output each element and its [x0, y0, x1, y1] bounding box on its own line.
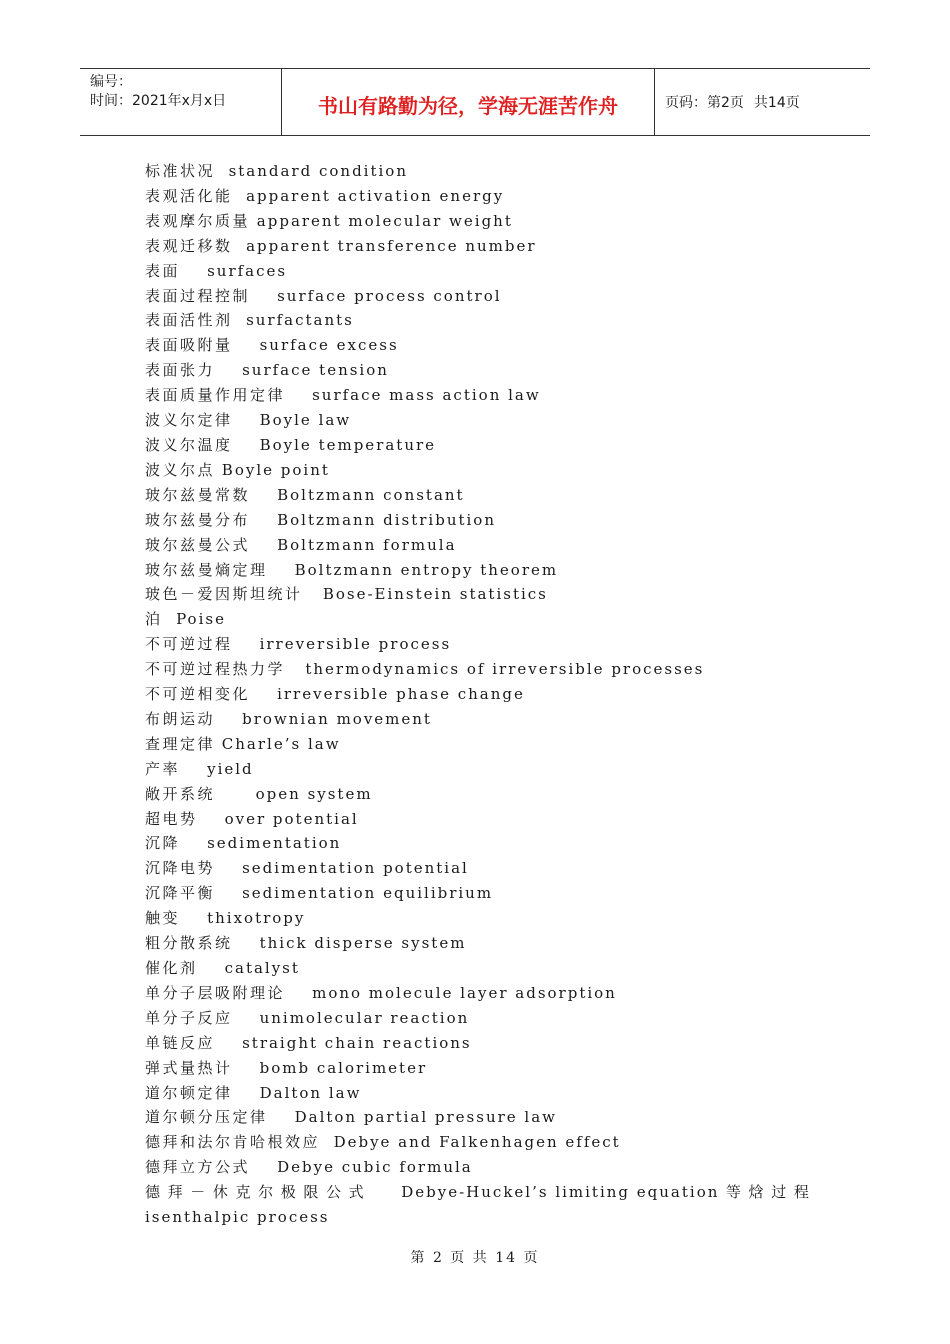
term-separator — [215, 1034, 242, 1052]
term-english: open system — [255, 784, 373, 803]
term-english: irreversible process — [259, 635, 452, 654]
term-chinese: 玻尔兹曼熵定理 — [145, 560, 268, 579]
term-english: yield — [207, 759, 254, 778]
glossary-entry — [145, 533, 810, 558]
term-chinese: 超电势 — [145, 809, 198, 828]
term-chinese: 沉降电势 — [145, 859, 216, 878]
term-separator — [180, 760, 207, 778]
header-motto-cell — [282, 69, 655, 135]
term-chinese: 表面张力 — [145, 361, 216, 380]
term-english: bomb calorimeter — [259, 1058, 428, 1077]
term-separator — [198, 959, 225, 977]
glossary-entry — [145, 782, 810, 807]
glossary-entry — [145, 757, 810, 782]
term-english: apparent activation energy — [246, 186, 505, 205]
term-separator — [233, 1084, 260, 1102]
term-chinese: 泊 — [145, 610, 163, 629]
term-chinese: 沉降平衡 — [145, 884, 216, 903]
term-chinese: 单链反应 — [145, 1033, 216, 1052]
term-english: thick disperse system — [259, 934, 467, 953]
next-term-chinese-char: 焓 — [748, 1183, 765, 1202]
term-english: unimolecular reaction — [259, 1008, 470, 1027]
term-english: Dalton partial pressure law — [294, 1108, 557, 1127]
term-separator — [215, 461, 222, 479]
term-separator — [250, 536, 277, 554]
term-chinese: 产率 — [145, 759, 181, 778]
term-separator — [250, 212, 257, 230]
term-chinese: 表观迁移数 — [145, 236, 233, 255]
term-english: Boltzmann constant — [277, 485, 465, 504]
term-english: Boyle law — [259, 411, 352, 430]
glossary-entry — [145, 408, 810, 433]
term-separator — [233, 311, 247, 329]
glossary-entry — [145, 483, 810, 508]
glossary-entry — [145, 1130, 810, 1155]
term-separator — [233, 635, 260, 653]
term-chinese: 粗分散系统 — [145, 934, 233, 953]
term-chinese: 德拜立方公式 — [145, 1158, 251, 1177]
glossary-entry — [145, 508, 810, 533]
term-english: brownian movement — [242, 709, 432, 728]
glossary-entry — [145, 558, 810, 583]
term-chinese: 触变 — [145, 909, 181, 928]
glossary-entry — [145, 1031, 810, 1056]
term-english: Boyle point — [221, 460, 330, 479]
term-english: surface mass action law — [312, 386, 541, 405]
term-chinese: 玻尔兹曼常数 — [145, 485, 251, 504]
glossary-entry — [145, 906, 810, 931]
term-separator — [233, 237, 247, 255]
term-chinese: 布朗运动 — [145, 709, 216, 728]
next-term-chinese-char: 程 — [793, 1183, 810, 1202]
term-chinese-char: 公 — [326, 1183, 343, 1202]
term-chinese: 单分子反应 — [145, 1008, 233, 1027]
term-chinese: 表面 — [145, 261, 181, 280]
term-separator — [233, 934, 260, 952]
term-separator — [268, 561, 295, 579]
glossary-entry — [145, 1006, 810, 1031]
glossary-entry — [145, 856, 810, 881]
glossary-entry — [145, 931, 810, 956]
term-separator — [233, 436, 260, 454]
glossary-entry — [145, 209, 810, 234]
term-chinese: 波义尔定律 — [145, 411, 233, 430]
term-chinese: 弹式量热计 — [145, 1058, 233, 1077]
glossary-entry — [145, 981, 810, 1006]
glossary-entry — [145, 333, 810, 358]
footer-page-number: 第 2 页 共 14 页 — [410, 1250, 540, 1266]
term-chinese: 查理定律 — [145, 734, 216, 753]
term-english: sedimentation — [207, 834, 342, 853]
term-english: surface tension — [242, 361, 389, 380]
glossary-entry — [145, 632, 810, 657]
term-english: Debye cubic formula — [277, 1158, 473, 1177]
term-separator — [215, 361, 242, 379]
term-separator — [233, 411, 260, 429]
glossary-entry — [145, 1056, 810, 1081]
glossary-entry — [145, 682, 810, 707]
term-chinese: 催化剂 — [145, 959, 198, 977]
term-separator — [250, 486, 277, 504]
glossary-entry — [145, 956, 810, 981]
next-term-chinese-char: 等 — [726, 1183, 743, 1202]
term-english: surfactants — [246, 311, 354, 330]
term-english: straight chain reactions — [242, 1033, 472, 1052]
term-chinese-char: 极 — [280, 1183, 297, 1202]
term-english: surfaces — [207, 261, 288, 280]
glossary-entry — [145, 159, 810, 184]
term-separator — [250, 1158, 277, 1176]
term-separator — [250, 511, 277, 529]
glossary-entry — [145, 234, 810, 259]
term-separator — [268, 1108, 295, 1126]
term-chinese: 德拜和法尔肯哈根效应 — [145, 1133, 321, 1152]
term-separator — [198, 810, 225, 828]
term-english: Boltzmann distribution — [277, 510, 497, 529]
term-chinese-char: 式 — [348, 1183, 365, 1202]
term-english: apparent molecular weight — [256, 211, 513, 230]
glossary-entry — [145, 458, 810, 483]
glossary-list — [145, 159, 810, 1230]
glossary-entry — [145, 1081, 810, 1106]
term-chinese: 表面活性剂 — [145, 311, 233, 330]
term-chinese: 玻尔兹曼分布 — [145, 510, 251, 529]
term-separator — [180, 262, 207, 280]
term-english: Debye-Huckel’s limiting equation — [401, 1183, 720, 1202]
term-chinese: 玻尔兹曼公式 — [145, 535, 251, 554]
term-english: Charle’s law — [221, 734, 341, 753]
glossary-entry — [145, 607, 810, 632]
term-chinese: 不可逆过程 — [145, 635, 233, 654]
glossary-entry — [145, 657, 810, 682]
term-separator — [233, 1009, 260, 1027]
term-english: Bose-Einstein statistics — [322, 585, 548, 604]
term-english: thermodynamics of irreversible processes — [305, 660, 705, 679]
total-info: 共14页 — [753, 95, 800, 111]
term-separator — [215, 162, 229, 180]
glossary-entry — [145, 259, 810, 284]
term-english: sedimentation equilibrium — [242, 884, 494, 903]
term-separator — [233, 187, 247, 205]
page-info: 页码：第2页 — [665, 95, 744, 111]
term-chinese: 波义尔温度 — [145, 435, 233, 454]
term-english: mono molecule layer adsorption — [312, 983, 617, 1002]
term-english: Boltzmann entropy theorem — [294, 560, 559, 579]
term-english: surface excess — [259, 336, 399, 355]
term-english: surface process control — [277, 286, 502, 305]
glossary-entry — [145, 1105, 810, 1130]
term-chinese: 沉降 — [145, 834, 181, 853]
glossary-entry — [145, 433, 810, 458]
glossary-entry — [145, 1155, 810, 1180]
term-separator — [320, 1133, 334, 1151]
term-english: catalyst — [224, 959, 300, 977]
term-english: Boltzmann formula — [277, 535, 457, 554]
term-separator — [215, 785, 256, 803]
term-chinese: 不可逆过程热力学 — [145, 660, 286, 679]
next-term-chinese-char: 过 — [771, 1183, 788, 1202]
page-footer — [0, 1247, 950, 1267]
term-separator — [285, 386, 312, 404]
glossary-entry — [145, 732, 810, 757]
glossary-entry — [145, 831, 810, 856]
term-chinese-char: 休 — [212, 1183, 229, 1202]
motto-text: 书山有路勤为径，学海无涯苦作舟 — [318, 93, 618, 118]
term-separator — [215, 710, 242, 728]
glossary-entry — [145, 807, 810, 832]
term-chinese: 单分子层吸附理论 — [145, 983, 286, 1002]
term-chinese: 不可逆相变化 — [145, 685, 251, 704]
term-chinese: 玻色－爱因斯坦统计 — [145, 585, 303, 604]
time-label: 时间：2021年x月x日 — [90, 93, 227, 109]
glossary-entry-wrapped — [145, 1180, 810, 1205]
term-english: sedimentation potential — [242, 859, 469, 878]
term-chinese-char: 克 — [235, 1183, 252, 1202]
term-chinese: 道尔顿分压定律 — [145, 1108, 268, 1127]
term-chinese: 表观摩尔质量 — [145, 211, 251, 230]
glossary-entry — [145, 184, 810, 209]
term-separator — [233, 1059, 260, 1077]
glossary-entry — [145, 308, 810, 333]
term-english: over potential — [224, 809, 359, 828]
term-chinese-char: 尔 — [258, 1183, 275, 1202]
term-separator — [285, 984, 312, 1002]
term-chinese: 道尔顿定律 — [145, 1083, 233, 1102]
code-label: 编号： — [90, 74, 132, 90]
term-english: Boyle temperature — [259, 435, 437, 454]
term-english: isenthalpic process — [145, 1208, 330, 1227]
term-english: apparent transference number — [246, 236, 537, 255]
term-english: standard condition — [228, 162, 408, 180]
term-english: Poise — [176, 610, 226, 629]
glossary-entry-continuation — [145, 1205, 810, 1230]
term-chinese: 标准状况 — [145, 162, 216, 180]
term-chinese: 表面吸附量 — [145, 336, 233, 355]
page-header — [80, 68, 870, 136]
term-chinese: 表面质量作用定律 — [145, 386, 286, 405]
term-chinese-char: 德 — [145, 1183, 162, 1202]
glossary-entry — [145, 881, 810, 906]
term-separator — [163, 610, 177, 628]
term-chinese: 波义尔点 — [145, 460, 216, 479]
term-chinese: 表观活化能 — [145, 186, 233, 205]
term-separator — [303, 585, 323, 603]
term-chinese-char: 限 — [303, 1183, 320, 1202]
glossary-entry — [145, 383, 810, 408]
term-separator — [215, 884, 242, 902]
term-chinese: 表面过程控制 — [145, 286, 251, 305]
glossary-entry — [145, 284, 810, 309]
term-separator — [250, 685, 277, 703]
header-page-cell — [655, 69, 870, 135]
glossary-entry — [145, 358, 810, 383]
term-chinese-char: － — [190, 1183, 207, 1202]
term-separator — [180, 909, 207, 927]
term-english: irreversible phase change — [277, 685, 525, 704]
glossary-entry — [145, 707, 810, 732]
term-separator — [285, 660, 305, 678]
term-english: Debye and Falkenhagen effect — [333, 1133, 621, 1152]
term-separator — [180, 834, 207, 852]
term-separator — [215, 859, 242, 877]
term-english: thixotropy — [207, 909, 306, 928]
term-chinese-char: 拜 — [167, 1183, 184, 1202]
glossary-entry — [145, 582, 810, 607]
term-chinese: 敞开系统 — [145, 784, 216, 803]
term-separator — [233, 336, 260, 354]
term-english: Dalton law — [259, 1083, 362, 1102]
header-meta-cell — [80, 69, 282, 135]
term-separator — [250, 287, 277, 305]
term-separator — [215, 735, 222, 753]
